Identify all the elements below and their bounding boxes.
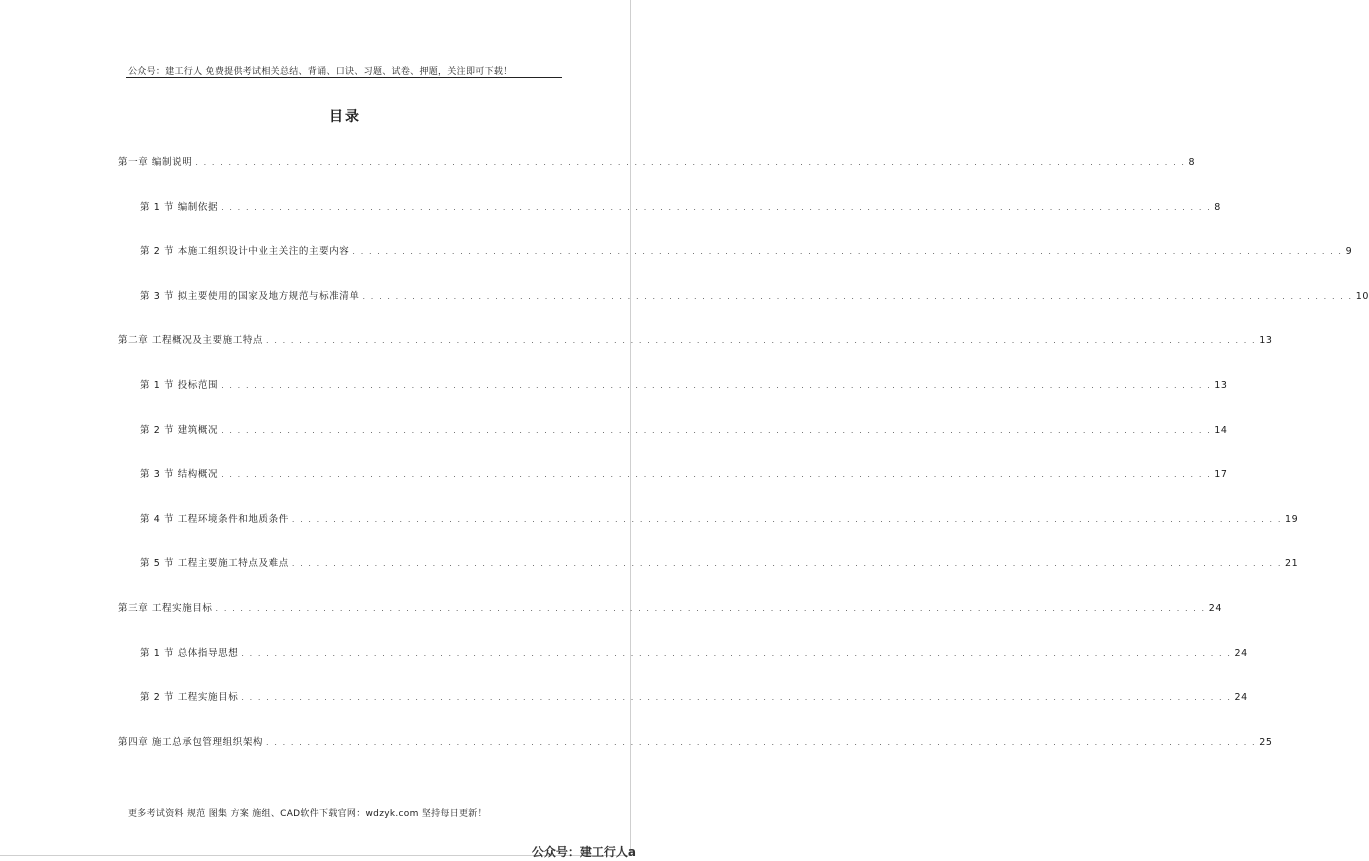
toc-entry-label: 第 1 节 投标范围 <box>140 380 219 391</box>
toc-chapter-entry[interactable] <box>118 734 1273 748</box>
toc-page-number: 25 <box>1259 737 1273 748</box>
toc-section-entry[interactable] <box>140 199 1221 213</box>
toc-section-entry[interactable] <box>140 689 1248 703</box>
toc-entry-label: 第 2 节 工程实施目标 <box>140 692 239 703</box>
toc-entry-label: 第 3 节 拟主要使用的国家及地方规范与标准清单 <box>140 291 360 302</box>
toc-entry-label: 第 2 节 建筑概况 <box>140 425 219 436</box>
toc-section-entry[interactable] <box>140 288 1369 302</box>
toc-dot-leader: . . . . . . . . . . . . . . . . . . . . . . . . . . . . . . . . . . . . . . . . . . . . . . . . . . . . . . . . . . . . . . . . . . . . . . . . . . . . . . . . . . . . . . . . . . . . . . . . . . . . . . . . . . . . . . . . . . . . . . . . <box>221 381 1212 390</box>
toc-entry-label: 第四章 施工总承包管理组织架构 <box>118 737 264 748</box>
toc-page-number: 24 <box>1234 648 1248 659</box>
toc-entry-label: 第 5 节 工程主要施工特点及难点 <box>140 558 289 569</box>
toc-dot-leader: . . . . . . . . . . . . . . . . . . . . . . . . . . . . . . . . . . . . . . . . . . . . . . . . . . . . . . . . . . . . . . . . . . . . . . . . . . . . . . . . . . . . . . . . . . . . . . . . . . . . . . . . . . . . . . . . . . . . . . . . <box>195 158 1186 167</box>
toc-entry-label: 第三章 工程实施目标 <box>118 603 213 614</box>
header-note: 公众号：建工行人 免费提供考试相关总结、背诵、口诀、习题、试卷、押题，关注即可下载！ <box>128 67 513 77</box>
toc-dot-leader: . . . . . . . . . . . . . . . . . . . . . . . . . . . . . . . . . . . . . . . . . . . . . . . . . . . . . . . . . . . . . . . . . . . . . . . . . . . . . . . . . . . . . . . . . . . . . . . . . . . . . . . . . . . . . . . . . . . . . . . . <box>221 426 1212 435</box>
watermark-text: 公众号：建工行人a <box>531 845 636 859</box>
toc-page-number: 14 <box>1214 425 1228 436</box>
toc-dot-leader: . . . . . . . . . . . . . . . . . . . . . . . . . . . . . . . . . . . . . . . . . . . . . . . . . . . . . . . . . . . . . . . . . . . . . . . . . . . . . . . . . . . . . . . . . . . . . . . . . . . . . . . . . . . . . . . . . . . . . . . . <box>352 247 1343 256</box>
toc-entry-label: 第 1 节 总体指导思想 <box>140 648 239 659</box>
toc-section-entry[interactable] <box>140 243 1353 257</box>
toc-page-number: 21 <box>1284 558 1299 569</box>
toc-entry-label: 第一章 编制说明 <box>118 157 193 168</box>
toc-dot-leader: . . . . . . . . . . . . . . . . . . . . . . . . . . . . . . . . . . . . . . . . . . . . . . . . . . . . . . . . . . . . . . . . . . . . . . . . . . . . . . . . . . . . . . . . . . . . . . . . . . . . . . . . . . . . . . . . . . . . . . . . <box>266 738 1257 747</box>
toc-page-number: 24 <box>1208 603 1222 614</box>
toc-page-number: 24 <box>1234 692 1248 703</box>
toc-title: 目录 <box>329 109 361 125</box>
toc-section-entry[interactable] <box>140 645 1248 659</box>
toc-chapter-entry[interactable] <box>118 600 1222 614</box>
toc-dot-leader: . . . . . . . . . . . . . . . . . . . . . . . . . . . . . . . . . . . . . . . . . . . . . . . . . . . . . . . . . . . . . . . . . . . . . . . . . . . . . . . . . . . . . . . . . . . . . . . . . . . . . . . . . . . . . . . . . . . . . . . . <box>215 604 1206 613</box>
toc-dot-leader: . . . . . . . . . . . . . . . . . . . . . . . . . . . . . . . . . . . . . . . . . . . . . . . . . . . . . . . . . . . . . . . . . . . . . . . . . . . . . . . . . . . . . . . . . . . . . . . . . . . . . . . . . . . . . . . . . . . . . . . . <box>241 693 1232 702</box>
toc-dot-leader: . . . . . . . . . . . . . . . . . . . . . . . . . . . . . . . . . . . . . . . . . . . . . . . . . . . . . . . . . . . . . . . . . . . . . . . . . . . . . . . . . . . . . . . . . . . . . . . . . . . . . . . . . . . . . . . . . . . . . . . . <box>241 649 1232 658</box>
toc-section-entry[interactable] <box>140 466 1228 480</box>
toc-entry-label: 第 1 节 编制依据 <box>140 202 219 213</box>
toc-page-number: 13 <box>1214 380 1228 391</box>
toc-page-number: 13 <box>1259 335 1273 346</box>
footer-note: 更多考试资料 规范 图集 方案 施组、CAD软件下载官网：wdzyk.com 坚持每日更新！ <box>128 809 487 819</box>
toc-section-entry[interactable] <box>140 555 1299 569</box>
toc-page-number: 17 <box>1214 469 1228 480</box>
toc-dot-leader: . . . . . . . . . . . . . . . . . . . . . . . . . . . . . . . . . . . . . . . . . . . . . . . . . . . . . . . . . . . . . . . . . . . . . . . . . . . . . . . . . . . . . . . . . . . . . . . . . . . . . . . . . . . . . . . . . . . . . . . . <box>221 203 1212 212</box>
toc-page-number: 19 <box>1284 514 1299 525</box>
toc-entry-label: 第二章 工程概况及主要施工特点 <box>118 335 264 346</box>
toc-dot-leader: . . . . . . . . . . . . . . . . . . . . . . . . . . . . . . . . . . . . . . . . . . . . . . . . . . . . . . . . . . . . . . . . . . . . . . . . . . . . . . . . . . . . . . . . . . . . . . . . . . . . . . . . . . . . . . . . . . . . . . . . <box>291 515 1282 524</box>
toc-chapter-entry[interactable] <box>118 154 1196 168</box>
toc-entry-label: 第 2 节 本施工组织设计中业主关注的主要内容 <box>140 246 350 257</box>
toc-page-number: 10 <box>1355 291 1369 302</box>
toc-dot-leader: . . . . . . . . . . . . . . . . . . . . . . . . . . . . . . . . . . . . . . . . . . . . . . . . . . . . . . . . . . . . . . . . . . . . . . . . . . . . . . . . . . . . . . . . . . . . . . . . . . . . . . . . . . . . . . . . . . . . . . . . <box>362 292 1353 301</box>
toc-entry-label: 第 4 节 工程环境条件和地质条件 <box>140 514 289 525</box>
toc-page-number: 8 <box>1214 202 1221 213</box>
toc-section-entry[interactable] <box>140 511 1299 525</box>
toc-dot-leader: . . . . . . . . . . . . . . . . . . . . . . . . . . . . . . . . . . . . . . . . . . . . . . . . . . . . . . . . . . . . . . . . . . . . . . . . . . . . . . . . . . . . . . . . . . . . . . . . . . . . . . . . . . . . . . . . . . . . . . . . <box>266 336 1257 345</box>
toc-section-entry[interactable] <box>140 377 1228 391</box>
toc-entry-label: 第 3 节 结构概况 <box>140 469 219 480</box>
toc-page-number: 9 <box>1345 246 1353 257</box>
toc-page-number: 8 <box>1188 157 1196 168</box>
toc-dot-leader: . . . . . . . . . . . . . . . . . . . . . . . . . . . . . . . . . . . . . . . . . . . . . . . . . . . . . . . . . . . . . . . . . . . . . . . . . . . . . . . . . . . . . . . . . . . . . . . . . . . . . . . . . . . . . . . . . . . . . . . . <box>291 559 1282 568</box>
toc-dot-leader: . . . . . . . . . . . . . . . . . . . . . . . . . . . . . . . . . . . . . . . . . . . . . . . . . . . . . . . . . . . . . . . . . . . . . . . . . . . . . . . . . . . . . . . . . . . . . . . . . . . . . . . . . . . . . . . . . . . . . . . . <box>221 470 1212 479</box>
toc-chapter-entry[interactable] <box>118 332 1273 346</box>
toc-section-entry[interactable] <box>140 422 1228 436</box>
